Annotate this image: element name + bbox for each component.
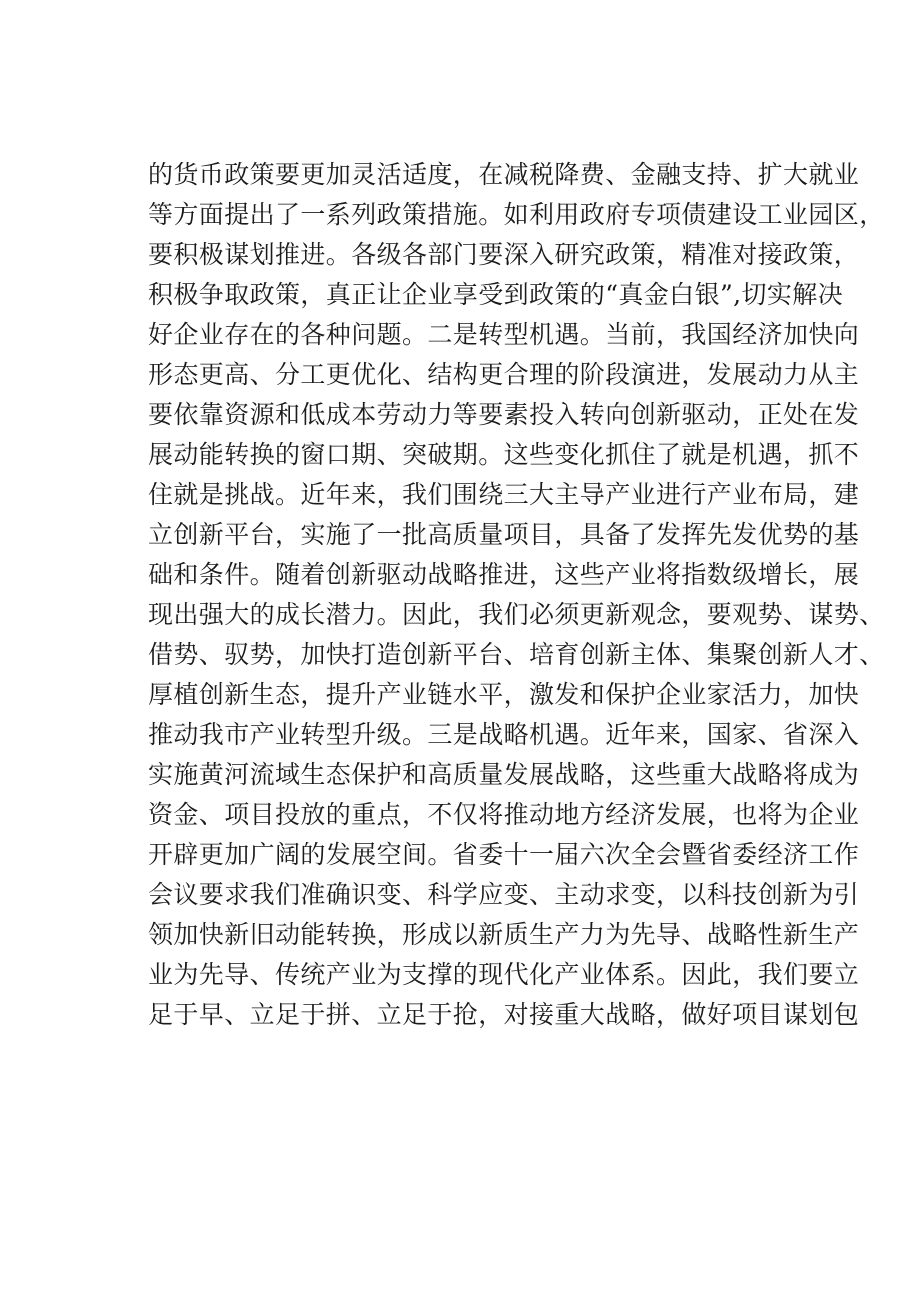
text-line-14: 厚植创新生态，提升产业链水平，激发和保护企业家活力，加快	[148, 680, 860, 709]
text-line-19: 会议要求我们准确识变、科学应变、主动求变，以科技创新为引	[148, 880, 860, 909]
text-line-9: 住就是挑战。近年来，我们围绕三大主导产业进行产业布局，建	[148, 480, 860, 509]
text-line-16: 实施黄河流域生态保护和高质量发展战略，这些重大战略将成为	[148, 760, 860, 789]
text-line-20: 领加快新旧动能转换，形成以新质生产力为先导、战略性新生产	[148, 920, 860, 949]
text-line-2: 等方面提出了一系列政策措施。如利用政府专项债建设工业园区，	[148, 200, 885, 229]
text-line-3: 要积极谋划推进。各级各部门要深入研究政策，精准对接政策，	[148, 240, 860, 269]
text-line-7: 要依靠资源和低成本劳动力等要素投入转向创新驱动，正处在发	[148, 400, 860, 429]
text-line-1: 的货币政策要更加灵活适度，在减税降费、金融支持、扩大就业	[148, 160, 860, 189]
body-paragraph	[148, 155, 885, 1035]
text-line-13: 借势、驭势，加快打造创新平台、培育创新主体、集聚创新人才、	[148, 640, 885, 669]
text-line-8: 展动能转换的窗口期、突破期。这些变化抓住了就是机遇，抓不	[148, 440, 860, 469]
text-line-11: 础和条件。随着创新驱动战略推进，这些产业将指数级增长，展	[148, 560, 860, 589]
text-line-21: 业为先导、传统产业为支撑的现代化产业体系。因此，我们要立	[148, 960, 860, 989]
text-line-18: 开辟更加广阔的发展空间。省委十一届六次全会暨省委经济工作	[148, 840, 860, 869]
text-line-4: 积极争取政策，真正让企业享受到政策的“真金白银”,切实解决	[148, 280, 844, 309]
text-line-12: 现出强大的成长潜力。因此，我们必须更新观念，要观势、谋势、	[148, 600, 885, 629]
text-line-5: 好企业存在的各种问题。二是转型机遇。当前，我国经济加快向	[148, 320, 860, 349]
text-line-10: 立创新平台，实施了一批高质量项目，具备了发挥先发优势的基	[148, 520, 860, 549]
text-line-15: 推动我市产业转型升级。三是战略机遇。近年来，国家、省深入	[148, 720, 860, 749]
text-line-17: 资金、项目投放的重点，不仅将推动地方经济发展，也将为企业	[148, 800, 860, 829]
text-line-22: 足于早、立足于拼、立足于抢，对接重大战略，做好项目谋划包	[148, 1000, 860, 1029]
text-line-6: 形态更高、分工更优化、结构更合理的阶段演进，发展动力从主	[148, 360, 860, 389]
